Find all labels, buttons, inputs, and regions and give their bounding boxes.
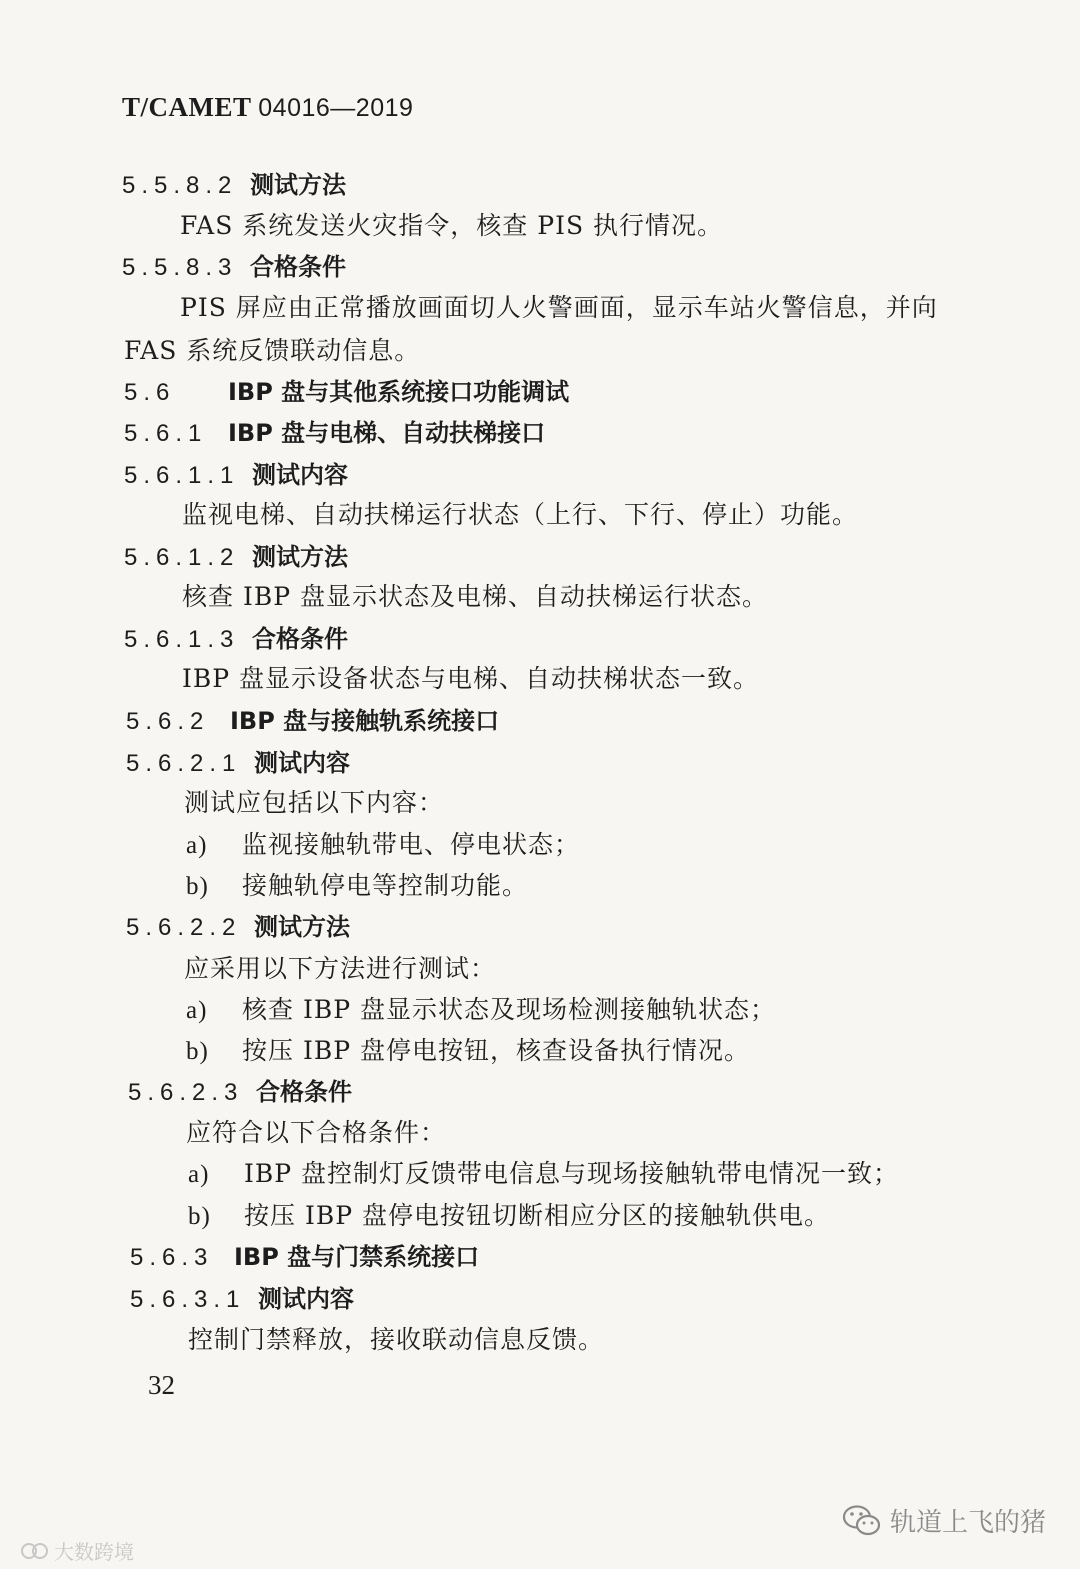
heading-5-6-1-3: 5.6.1.3 合格条件 xyxy=(124,625,348,653)
page-number: 32 xyxy=(148,1370,175,1400)
paragraph: FAS 系统发送火灾指令，核查 PIS 执行情况。 xyxy=(180,211,724,240)
watermark-left: 大数跨境 xyxy=(20,1536,134,1565)
paragraph: 控制门禁释放，接收联动信息反馈。 xyxy=(188,1325,605,1354)
heading-5-6: 5.6 IBP 盘与其他系统接口功能调试 xyxy=(124,378,570,406)
paragraph: 监视电梯、自动扶梯运行状态（上行、下行、停止）功能。 xyxy=(182,500,859,529)
heading-5-6-3: 5.6.3 IBP 盘与门禁系统接口 xyxy=(130,1243,480,1271)
list-item: a) IBP 盘控制灯反馈带电信息与现场接触轨带电情况一致； xyxy=(188,1159,900,1188)
list-item: a) 监视接触轨带电、停电状态； xyxy=(186,830,581,859)
list-item: b) 按压 IBP 盘停电按钮切断相应分区的接触轨供电。 xyxy=(188,1201,830,1230)
heading-5-6-2-1: 5.6.2.1 测试内容 xyxy=(126,749,350,777)
heading-5-6-2-3: 5.6.2.3 合格条件 xyxy=(128,1078,352,1106)
paragraph: 应符合以下合格条件： xyxy=(186,1118,447,1147)
logo-icon xyxy=(20,1538,50,1564)
list-item: b) 按压 IBP 盘停电按钮，核查设备执行情况。 xyxy=(186,1036,750,1065)
heading-5-6-1: 5.6.1 IBP 盘与电梯、自动扶梯接口 xyxy=(124,419,546,447)
list-item: a) 核查 IBP 盘显示状态及现场检测接触轨状态； xyxy=(186,995,776,1024)
heading-5-6-2-2: 5.6.2.2 测试方法 xyxy=(126,913,350,941)
paragraph: 应采用以下方法进行测试： xyxy=(184,954,497,983)
heading-5-6-1-1: 5.6.1.1 测试内容 xyxy=(124,461,348,489)
heading-5-6-3-1: 5.6.3.1 测试内容 xyxy=(130,1285,354,1313)
paragraph: IBP 盘显示设备状态与电梯、自动扶梯状态一致。 xyxy=(182,664,760,693)
heading-5-6-2: 5.6.2 IBP 盘与接触轨系统接口 xyxy=(126,707,500,735)
list-item: b) 接触轨停电等控制功能。 xyxy=(186,871,529,900)
paragraph: 核查 IBP 盘显示状态及电梯、自动扶梯运行状态。 xyxy=(182,582,768,611)
heading-5-5-8-3: 5.5.8.3 合格条件 xyxy=(122,253,346,281)
heading-5-6-1-2: 5.6.1.2 测试方法 xyxy=(124,543,348,571)
watermark-right: 轨道上飞的猪 xyxy=(842,1502,1046,1539)
heading-5-5-8-2: 5.5.8.2 测试方法 xyxy=(122,171,346,199)
paragraph: 测试应包括以下内容： xyxy=(184,788,445,817)
paragraph: FAS 系统反馈联动信息。 xyxy=(124,336,421,365)
document-code: T/CAMET 04016—2019 xyxy=(122,92,414,122)
wechat-icon xyxy=(842,1504,882,1538)
paragraph: PIS 屏应由正常播放画面切人火警画面，显示车站火警信息，并向 xyxy=(180,293,938,322)
